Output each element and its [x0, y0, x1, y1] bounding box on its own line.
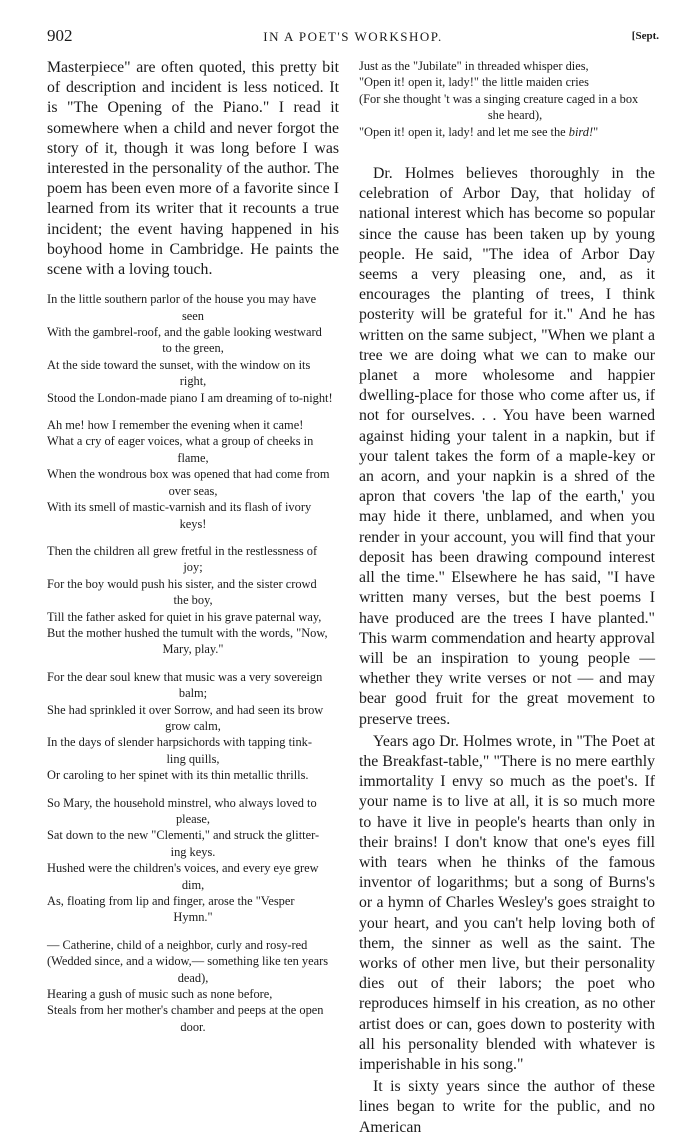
verse-text: "	[593, 124, 599, 139]
verse-wrap: door.	[180, 1019, 206, 1034]
poem-stanza	[47, 291, 339, 406]
arbor-day-paragraph: Dr. Holmes believes thoroughly in the celebration of Arbor Day, that holiday of national interest which has become so popular since the cause has been taken up by young people. He said, "The idea of Arbor Day seems a very pleasing one, and, as it encourages the planting of trees, I think posterity will be grateful for it." And he has written on the same subject, "When we plant a tree we are doing what we can to make our planet a more wholesome and happier dwelling-place for those who come after us, if not for ourselves. . . You have been warned against hiding your talent in a napkin, but if your talent takes the form of a maple-key or an acorn, and your napkin is a shred of the apron that covers 'the lap of the earth,' you may hide it there, unblamed, and when you render in your account, you will find that your deposit has been drawing compound interest all the time." Elsewhere he has said, "I have written many verses, but the best poems I have produced are the trees I have planted." This warm commendation and hearty approval will be an inspiration to young people — whether they write verses or not — and may bear good fruit for the great movement to preserve trees.	[359, 165, 655, 728]
verse-line	[47, 609, 339, 625]
verse-wrap: to the green,	[162, 341, 224, 356]
verse-text: What a cry of eager voices, what a group of cheeks in	[47, 434, 314, 449]
verse-emphasis: bird!	[568, 124, 594, 139]
verse-text: (Wedded since, and a widow,— something like ten years	[47, 954, 329, 969]
verse-line	[47, 767, 339, 783]
poem-stanza	[47, 669, 339, 784]
verse-wrap: dead),	[177, 970, 209, 985]
poem-stanza	[47, 795, 339, 926]
verse-text: (For she thought 't was a singing creature caged in a box	[359, 91, 639, 106]
intro-paragraph: Masterpiece" are often quoted, this pretty bit of description and incident is less noticed. It is "The Opening of the Piano." I read it somewhere when a child and never forgot the story of it, though it was long before I was interested in the personality of the author. The poem has been even more of a favorite since I learned from its writer that it recounts a true incident; the event having happened in his boyhood home in Cambridge. He paints the scene with a loving touch.	[47, 59, 339, 279]
verse-wrap: keys!	[179, 516, 207, 531]
verse-text: As, floating from lip and finger, arose the "Vesper	[47, 894, 295, 909]
verse-wrap: flame,	[177, 450, 209, 465]
piano-poem	[47, 291, 339, 1035]
verse-text: Ah me! how I remember the evening when it came!	[47, 418, 304, 433]
verse-line	[47, 433, 339, 466]
verse-wrap: grow calm,	[165, 718, 221, 733]
verse-line	[47, 291, 339, 324]
verse-line	[47, 625, 339, 658]
page-number: 902	[47, 26, 73, 45]
issue-month: [Sept.	[631, 30, 659, 42]
poem-stanza	[47, 543, 339, 658]
verse-wrap: Mary, play."	[162, 642, 224, 657]
verse-wrap: ing keys.	[170, 844, 216, 859]
verse-text: Hearing a gush of music such as none before,	[47, 987, 273, 1002]
verse-line	[47, 390, 339, 406]
verse-text: Or caroling to her spinet with its thin metallic thrills.	[47, 768, 309, 783]
verse-line	[47, 669, 339, 702]
verse-wrap: please,	[175, 812, 211, 827]
verse-line	[47, 324, 339, 357]
running-title: IN A POET'S WORKSHOP.	[263, 29, 443, 44]
verse-wrap: seen	[181, 308, 205, 323]
verse-text: With its smell of mastic-varnish and its flash of ivory	[47, 500, 312, 515]
verse-text: In the little southern parlor of the house you may have	[47, 292, 317, 307]
verse-text: When the wondrous box was opened that had come from	[47, 467, 330, 482]
verse-wrap: right,	[179, 374, 207, 389]
verse-text: For the boy would push his sister, and the sister crowd	[47, 576, 317, 591]
verse-wrap: ling quills,	[166, 751, 220, 766]
verse-line	[359, 58, 655, 74]
verse-text: "Open it! open it, lady!" the little maiden cries	[359, 75, 589, 90]
verse-wrap: she heard),	[487, 108, 543, 123]
verse-wrap: over seas,	[168, 483, 218, 498]
verse-line	[47, 937, 339, 953]
verse-line	[47, 1002, 339, 1035]
verse-text: At the side toward the sunset, with the window on its	[47, 357, 311, 372]
poem-stanza	[359, 58, 655, 140]
verse-text: With the gambrel-roof, and the gable looking westward	[47, 325, 322, 340]
verse-line	[47, 499, 339, 532]
verse-text: Then the children all grew fretful in the restlessness of	[47, 543, 318, 558]
verse-wrap: the boy,	[173, 593, 213, 608]
poem-stanza	[47, 937, 339, 1035]
verse-line	[47, 576, 339, 609]
verse-text: So Mary, the household minstrel, who always loved to	[47, 795, 317, 810]
verse-line	[47, 543, 339, 576]
verse-line	[47, 734, 339, 767]
verse-line	[359, 124, 655, 140]
closing-paragraph: It is sixty years since the author of these lines began to write for the public, and no American	[359, 1078, 655, 1136]
verse-text: For the dear soul knew that music was a very sovereign	[47, 669, 323, 684]
page-header	[47, 26, 659, 48]
right-column	[359, 58, 655, 1138]
verse-wrap: dim,	[181, 877, 205, 892]
verse-line	[47, 953, 339, 986]
left-column	[47, 58, 339, 1046]
poem-stanza	[47, 417, 339, 532]
verse-text: Stood the London-made piano I am dreaming of to-night!	[47, 390, 333, 405]
verse-wrap: joy;	[183, 560, 203, 575]
verse-line	[47, 860, 339, 893]
verse-wrap: balm;	[178, 686, 208, 701]
verse-line	[359, 74, 655, 90]
verse-text: Sat down to the new "Clementi," and struck the glitter-	[47, 828, 320, 843]
verse-text: She had sprinkled it over Sorrow, and had seen its brow	[47, 702, 324, 717]
verse-line	[47, 357, 339, 390]
verse-line	[47, 827, 339, 860]
verse-line	[359, 91, 655, 124]
verse-text: Just as the "Jubilate" in threaded whisper dies,	[359, 59, 589, 73]
verse-line	[47, 466, 339, 499]
verse-text: In the days of slender harpsichords with tapping tink-	[47, 735, 312, 750]
verse-text: Steals from her mother's chamber and peeps at the open	[47, 1003, 324, 1018]
verse-line	[47, 702, 339, 735]
verse-text: Hushed were the children's voices, and every eye grew	[47, 861, 319, 876]
poet-breakfast-paragraph: Years ago Dr. Holmes wrote, in "The Poet at the Breakfast-table," "There is no mere earthly immortality I envy so much as the poet's. If your name is to live at all, it is so much more to have it live in people's hearts than only in their brains! I don't know that one's eyes fill with tears when he thinks of the famous inventor of logarithms; but a song of Burns's or a hymn of Charles Wesley's goes straight to your heart, and you can't help loving both of them, the sinner as well as the saint. The works of other men live, but their personality dies out of their labors; the poet who reproduces himself in his creation, as no other artist does or can, goes down to posterity with all his personality blended with whatever is imperishable in his song."	[359, 732, 655, 1073]
verse-text: "Open it! open it, lady! and let me see the	[359, 124, 569, 139]
poem-continuation	[359, 58, 655, 140]
verse-line	[47, 986, 339, 1002]
verse-wrap: Hymn."	[173, 910, 213, 925]
verse-text: — Catherine, child of a neighbor, curly and rosy-red	[47, 937, 308, 952]
verse-text: But the mother hushed the tumult with the words, "Now,	[47, 625, 328, 640]
verse-text: Till the father asked for quiet in his grave paternal way,	[47, 609, 322, 624]
verse-line	[47, 795, 339, 828]
verse-line	[47, 893, 339, 926]
verse-line	[47, 417, 339, 433]
